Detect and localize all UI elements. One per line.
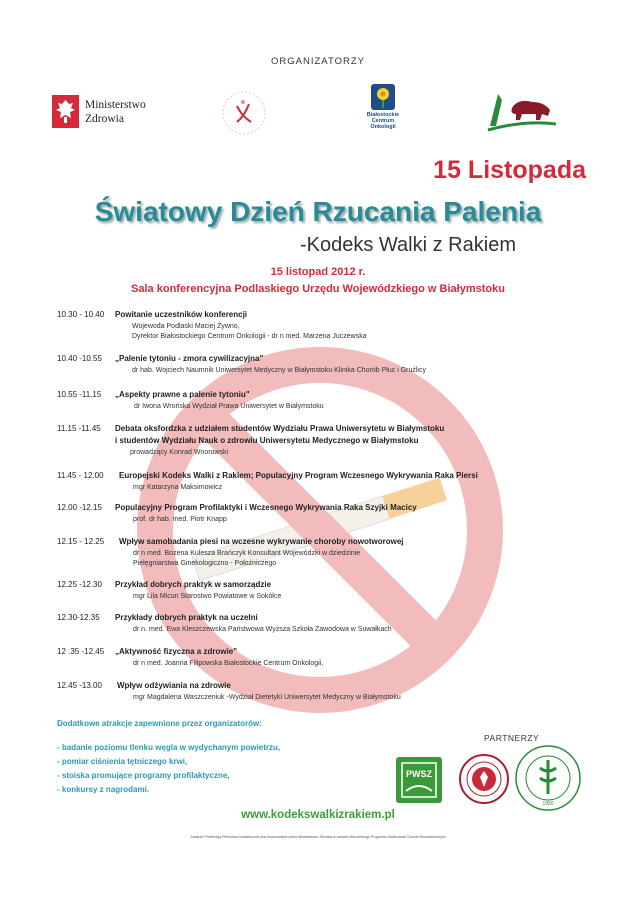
ministry-name-line1: Ministerstwo xyxy=(85,99,146,111)
pwsz-logo xyxy=(396,757,442,803)
agenda-title: „Aspekty prawne a palenie tytoniu" xyxy=(115,390,250,399)
agenda-title: Populacyjny Program Profilaktyki i Wczesnego Wykrywania Raka Szyjki Macicy xyxy=(115,503,417,512)
agenda-speaker: mgr Lila Micun Starostwo Powiatowe w Sokółce xyxy=(133,593,282,600)
university-seal-icon xyxy=(458,753,510,805)
extras-heading: Dodatkowe atrakcje zapewnione przez organizatorów: xyxy=(57,719,262,728)
page-title: Światowy Dzień Rzucania Palenia xyxy=(94,196,542,227)
agenda-speaker: dr Iwona Wrońska Wydział Prawa Uniwersytet w Białymstoku xyxy=(134,403,324,410)
agenda-title-line2: i studentów Wydziału Nauk o zdrowiu Uniwersytetu Medycznego w Białymstoku xyxy=(115,436,419,445)
agenda-speaker: mgr Katarzyna Maksimowicz xyxy=(133,484,223,491)
extras-item: - stoiska promujące programy profilaktyczne, xyxy=(57,771,230,780)
bco-logo xyxy=(362,84,404,142)
organizers-label: ORGANIZATORZY xyxy=(271,56,365,67)
kodeks-logo xyxy=(215,88,273,138)
partners-label: PARTNERZY xyxy=(484,733,540,743)
agenda-speaker: prof. dr hab. med. Piotr Knapp xyxy=(133,516,227,523)
agenda-time: 12.00 -12.15 xyxy=(57,503,102,512)
bco-name-line2: Centrum xyxy=(371,118,395,124)
ministry-of-health-logo xyxy=(52,95,162,129)
pwsz-emblem-icon xyxy=(396,757,442,803)
agenda-time: 10.40 -10.55 xyxy=(57,354,102,363)
extras-item: - pomiar ciśnienia tętniczego krwi, xyxy=(57,757,188,766)
agenda-speaker: dr n med. Bożena Kulesza Brańczyk Konsultant Wojewódzki w dziedzinie xyxy=(133,550,361,557)
agenda-speaker: Wojewoda Podlaski Maciej Żywno, xyxy=(132,323,240,330)
agenda-time: 12.45 -13.00 xyxy=(57,681,102,690)
medical-university-year: 1950 xyxy=(542,801,554,807)
university-bialystok-logo xyxy=(458,753,510,805)
bco-name-line3: Onkologii xyxy=(370,124,396,130)
agenda-title: Przykłady dobrych praktyk na uczelni xyxy=(115,613,258,622)
agenda-title: Wpływ samobadania piesi na wczesne wykrywanie choroby nowotworowej xyxy=(119,537,404,546)
agenda-title: „Palenie tytoniu - zmora cywilizacyjna" xyxy=(115,354,264,363)
agenda-time: 12 .35 -12.45 xyxy=(57,647,105,656)
agenda-time: 10.30 - 10.40 xyxy=(57,310,105,319)
agenda-time: 12.25 -12.30 xyxy=(57,580,102,589)
agenda-speaker: prowadzący Konrad Wnorowski xyxy=(130,449,229,456)
bison-logo xyxy=(484,90,560,132)
medical-university-logo xyxy=(514,744,582,812)
agenda-time: 12.30-12.35 xyxy=(57,613,100,622)
agenda-title: Przykład dobrych praktyk w samorządzie xyxy=(115,580,272,589)
agenda-title: Powitanie uczestników konferencji xyxy=(115,310,248,319)
extras-item: - badanie poziomu tlenku węgla w wydychanym powietrzu, xyxy=(57,743,281,752)
agenda-speaker: dr hab. Wojciech Naumnik Uniwersytet Medyczny w Białymstoku Klinika Chorób Płuc i Gruźlicy xyxy=(132,367,426,374)
agenda-speaker: dr n med. Joanna Filipowska Białostockie Centrum Onkologii, xyxy=(133,660,324,667)
pwsz-text: PWSZ xyxy=(406,769,432,779)
agenda-speaker: mgr Magdalena Waszczeniuk -Wydział Dietetyki Uniwersytet Medyczny w Białymstoku xyxy=(133,694,401,701)
agenda-speaker: Pielęgniarstwa Ginekologiczno - Położniczego xyxy=(133,560,277,567)
ministry-name-line2: Zdrowia xyxy=(85,113,124,125)
daffodil-icon xyxy=(371,84,395,110)
event-date: 15 listopad 2012 r. xyxy=(270,266,366,278)
bco-name-line1: Białostockie xyxy=(366,112,400,118)
agenda-title: Wpływ odżywiania na zdrowie xyxy=(117,681,231,690)
agenda-speaker: Dyrektor Białostockiego Centrum Onkologii - dr n med. Marzena Juczewska xyxy=(132,333,367,340)
agenda-time: 11.15 -11.45 xyxy=(57,424,101,433)
agenda-time: 10.55 -11.15 xyxy=(57,390,102,399)
website-link[interactable]: www.kodekswalkizrakiem.pl xyxy=(241,809,395,821)
agenda-time: 11.45 - 12.00 xyxy=(57,471,104,480)
page-subtitle: -Kodeks Walki z Rakiem xyxy=(300,234,516,256)
eagle-emblem-icon xyxy=(52,95,79,128)
agenda-title: Europejski Kodeks Walki z Rakiem; Populacyjny Program Wczesnego Wykrywania Raka Piersi xyxy=(119,471,478,480)
extras-item: - konkursy z nagrodami. xyxy=(57,785,150,794)
bison-icon xyxy=(484,90,560,132)
kodeks-emblem-icon xyxy=(215,88,273,138)
funding-footnote: Zadanie Prewencja Pierwotna Nowotworów jest finansowane przez Ministerstwo Zdrowia w ramach Narodowego Programu Zwalczania Chorób Nowotworowych xyxy=(190,835,446,839)
agenda-time: 12.15 - 12.25 xyxy=(57,537,105,546)
agenda-speaker: dr n. med. Ewa Kleszczewska Państwowa Wyższa Szkoła Zawodowa w Suwałkach xyxy=(133,626,392,633)
agenda-title: Debata oksfordzka z udziałem studentów Wydziału Prawa Uniwersytetu w Białymstoku xyxy=(115,424,445,433)
agenda-title: „Aktywność fizyczna a zdrowie" xyxy=(115,647,238,656)
event-venue: Sala konferencyjna Podlaskiego Urzędu Wojewódzkiego w Białymstoku xyxy=(131,283,505,295)
date-heading: 15 Listopada xyxy=(433,156,586,184)
